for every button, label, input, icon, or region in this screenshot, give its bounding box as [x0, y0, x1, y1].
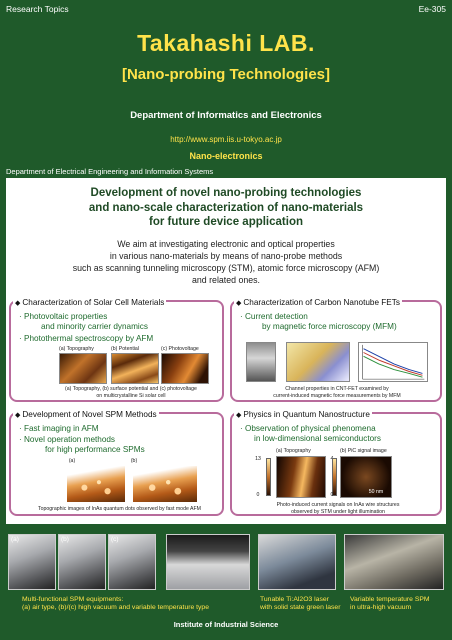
cnt-fet-diagram [286, 342, 350, 382]
colorbar-a [266, 458, 271, 496]
spm-bullet-1: · Fast imaging in AFM [19, 424, 99, 433]
potential-image [111, 353, 159, 384]
intro-line: and related ones. [192, 275, 260, 285]
topography-label: (a) Topography [276, 448, 311, 454]
diamond-bullet-icon: ◆ [236, 412, 242, 419]
lab-subtitle: [Nano-probing Technologies] [121, 66, 331, 83]
img-label: (a) Topography [59, 346, 94, 352]
headline-line: and nano-scale characterization of nano-materials [88, 201, 364, 214]
image-label-b: (b) [130, 458, 138, 464]
spm-section [9, 412, 224, 516]
colorbar-bottom-b: 0 [330, 492, 334, 498]
cnt-bullet-2: by magnetic force microscopy (MFM) [262, 322, 397, 331]
headline [6, 186, 446, 230]
section-label: Research Topics [6, 4, 69, 14]
headline-line: for future device application [149, 216, 303, 228]
content-panel [6, 178, 446, 524]
footer-caption-middle: Tunable Ti:Al2O3 laser with solid state green laser [260, 596, 341, 611]
headline-line: Development of novel nano-probing technologies [90, 187, 362, 199]
institute-name: Institute of Industrial Science [173, 620, 279, 629]
laser-photo [258, 534, 336, 590]
intro-line: We aim at investigating electronic and optical properties [117, 239, 335, 249]
cnt-section [230, 300, 442, 402]
intro-text [6, 238, 446, 286]
quantum-section [230, 412, 442, 516]
spm-title: ◆ Development of Novel SPM Methods [15, 410, 157, 419]
equipment-photo-b: (b) [58, 534, 106, 590]
intro-line: such as scanning tunneling microscopy (STM), atomic force microscopy (AFM) [72, 263, 380, 273]
intro-line: in various nano-materials by means of nano-probe methods [109, 251, 343, 261]
research-field: Nano-electronics [189, 151, 263, 161]
department: Department of Informatics and Electronics [130, 110, 322, 121]
lab-url-link[interactable]: http://www.spm.iis.u-tokyo.ac.jp [170, 135, 282, 144]
fast-afm-image-b [133, 466, 197, 502]
solar-cell-title: ◆ Characterization of Solar Cell Materials [15, 298, 165, 307]
img-label: (b) Potential [111, 346, 139, 352]
spm-bullet-2: · Novel operation methods for high performance SPMs [19, 435, 145, 454]
quantum-bullet-2: in low-dimensional semiconductors [254, 434, 381, 443]
top-bar [0, 0, 452, 20]
photovoltage-image [161, 353, 209, 384]
solar-bullet-2: · Photothermal spectroscopy by AFM [19, 334, 154, 343]
quantum-caption: Photo-induced current signals on InAs wire structures observed by STM under light illumination [276, 502, 400, 515]
image-label-a: (a) [68, 458, 76, 464]
lab-title: Takahashi LAB. [137, 30, 315, 56]
diamond-bullet-icon: ◆ [15, 300, 21, 307]
solar-cell-section [9, 300, 224, 402]
spm-caption: Topographic images of InAs quantum dots observed by fast mode AFM [38, 506, 201, 512]
quantum-title: ◆ Physics in Quantum Nanostructure [236, 410, 370, 419]
diamond-bullet-icon: ◆ [15, 412, 21, 419]
equipment-photo-c: (c) [108, 534, 156, 590]
diamond-bullet-icon: ◆ [236, 300, 242, 307]
footer-caption-right: Variable temperature SPM in ultra-high vacuum [350, 596, 430, 611]
equipment-photo-a: (a) [8, 534, 56, 590]
stm-pic-image [340, 456, 392, 498]
colorbar-b [332, 458, 337, 496]
vt-spm-photo [344, 534, 444, 590]
cnt-bullet-1: · Current detection [240, 312, 308, 321]
cnt-current-plot [358, 342, 428, 382]
stm-topography-image [276, 456, 326, 498]
cnt-caption: Channel properties in CNT-FET examined by current-induced magnetic force measurements by MFM [273, 386, 401, 399]
quantum-bullet-1: · Observation of physical phenomena [240, 424, 376, 433]
img-label: (c) Photovoltage [161, 346, 199, 352]
colorbar-top-a: 13 [255, 456, 261, 462]
topography-image [59, 353, 107, 384]
mfm-tip-image [246, 342, 276, 382]
equipment-photo-d [166, 534, 250, 590]
fast-afm-image-a [67, 466, 125, 502]
cnt-title: ◆ Characterization of Carbon Nanotube FETs [236, 298, 400, 307]
scale-bar-label: 50 nm [368, 489, 384, 495]
poster-id: Ee-305 [418, 4, 446, 14]
solar-caption: (a) Topography, (b) surface potential and (c) photovoltage on multicrystalline Si solar cell [65, 386, 197, 399]
department-secondary: Department of Electrical Engineering and Information Systems [6, 167, 214, 176]
solar-bullet-1: · Photovoltaic properties and minority carrier dynamics [19, 312, 148, 331]
colorbar-bottom-a: 0 [256, 492, 260, 498]
pic-label: (b) PiC signal image [340, 448, 387, 454]
footer-caption-left: Multi-functional SPM equipments: (a) air type, (b)/(c) high vacuum and variable temperature type [22, 596, 209, 611]
